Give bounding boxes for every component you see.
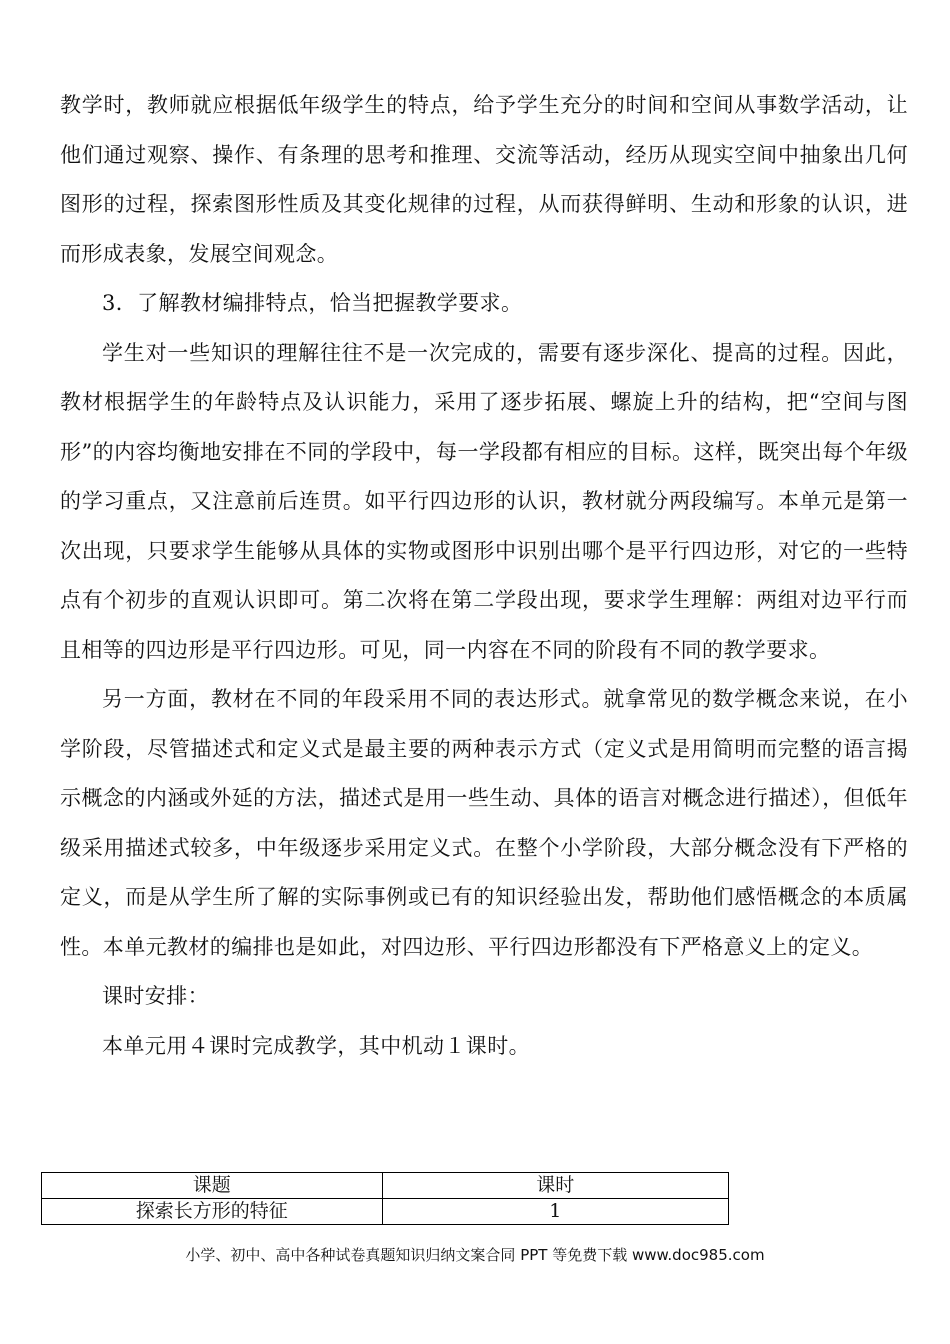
table-cell-topic: 探索长方形的特征 <box>42 1199 383 1225</box>
footer-text: 小学、初中、高中各种试卷真题知识归纳文案合同 PPT 等免费下载 www.doc985.com <box>185 1246 765 1264</box>
paragraph-1: 教学时，教师就应根据低年级学生的特点，给予学生充分的时间和空间从事数学活动，让他们通过观察、操作、有条理的思考和推理、交流等活动，经历从现实空间中抽象出几何图形的过程，探索图形性质及其变化规律的过程，从而获得鲜明、生动和形象的认识，进而形成表象，发展空间观念。 <box>60 93 908 266</box>
paragraph-5-lesson-plan-label: 课时安排： <box>102 984 209 1008</box>
lesson-table <box>41 1172 729 1225</box>
table-row <box>42 1199 729 1225</box>
table-header-row <box>42 1173 729 1199</box>
table-cell-hours: 1 <box>382 1199 729 1225</box>
paragraph-6-lesson-count: 本单元用４课时完成教学，其中机动１课时。 <box>102 1033 530 1058</box>
paragraph-3: 学生对一些知识的理解往往不是一次完成的，需要有逐步深化、提高的过程。因此，教材根据学生的年龄特点及认识能力，采用了逐步拓展、螺旋上升的结构，把“空间与图形”的内容均衡地安排在不同的学段中，每一学段都有相应的目标。这样，既突出每个年级的学习重点，又注意前后连贯。如平行四边形的认识，教材就分两段编写。本单元是第一次出现，只要求学生能够从具体的实物或图形中识别出哪个是平行四边形，对它的一些特点有个初步的直观认识即可。第二次将在第二学段出现，要求学生理解：两组对边平行而且相等的四边形是平行四边形。可见，同一内容在不同的阶段有不同的教学要求。 <box>60 340 908 662</box>
paragraph-4: 另一方面，教材在不同的年段采用不同的表达形式。就拿常见的数学概念来说，在小学阶段，尽管描述式和定义式是最主要的两种表示方式（定义式是用简明而完整的语言揭示概念的内涵或外延的方法，描述式是用一些生动、具体的语言对概念进行描述），但低年级采用描述式较多，中年级逐步采用定义式。在整个小学阶段，大部分概念没有下严格的定义，而是从学生所了解的实际事例或已有的知识经验出发，帮助他们感悟概念的本质属性。本单元教材的编排也是如此，对四边形、平行四边形都没有下严格意义上的定义。 <box>60 687 908 959</box>
table-header-topic: 课题 <box>42 1173 383 1199</box>
table-header-hours: 课时 <box>382 1173 729 1199</box>
body-text <box>60 81 908 1071</box>
paragraph-2-heading: 3．了解教材编排特点，恰当把握教学要求。 <box>102 291 523 315</box>
